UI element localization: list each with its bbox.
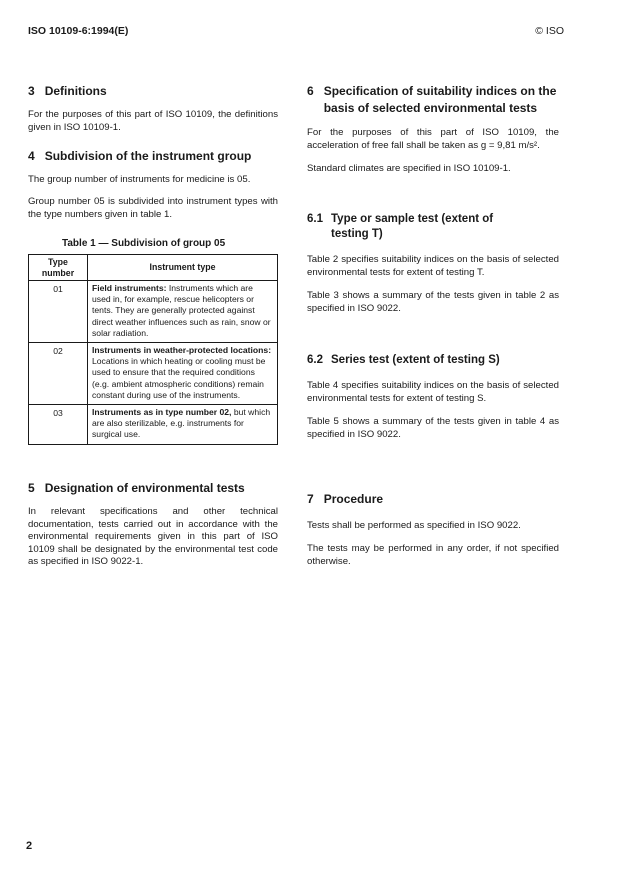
standard-number: ISO 10109-6:1994(E) [28,25,129,37]
section-4-text-2: Group number 05 is subdivided into instrument types with the type numbers given in table 1. [28,196,278,220]
section-6-2-text-1: Table 4 specifies suitability indices on the basis of selected environmental tests for extent of testing S. [307,380,559,404]
section-5-heading: 5 Designation of environmental tests [28,481,245,495]
section-6-1-heading: 6.1 Type or sample test (extent of testing T) [307,213,494,240]
section-4-text-1: The group number of instruments for medicine is 05. [28,174,251,185]
type-number-cell: 02 [29,343,88,405]
section-6-text-2: Standard climates are specified in ISO 10109-1. [307,163,511,174]
section-7-text-1: Tests shall be performed as specified in ISO 9022. [307,520,521,531]
type-number-cell: 01 [29,281,88,343]
section-7-heading: 7 Procedure [307,492,384,506]
section-6-heading: 6 Specification of suitability indices on the basis of selected environmental tests [307,84,557,115]
section-7-text-2: The tests may be performed in any order, if not specified otherwise. [307,543,559,567]
section-4-heading: 4 Subdivision of the instrument group [28,149,252,163]
section-6-2-text-2: Table 5 shows a summary of the tests given in table 4 as specified in ISO 9022. [307,416,559,440]
subdivision-table [28,254,278,445]
table-row [29,405,278,445]
section-3-heading: 3 Definitions [28,84,107,98]
section-6-1-text-1: Table 2 specifies suitability indices on the basis of selected environmental tests for extent of testing T. [307,254,559,278]
table-caption: Table 1 — Subdivision of group 05 [62,238,226,249]
table-row [29,343,278,405]
section-6-2-heading: 6.2 Series test (extent of testing S) [307,354,500,366]
page-number: 2 [26,840,33,852]
type-number-cell: 03 [29,405,88,445]
table-row [29,281,278,343]
instrument-type-cell: Instruments as in type number 02, but which are also sterilizable, e.g. instruments for surgical use. [88,405,278,445]
column-header-type-number: Type number [29,255,88,281]
section-6-text-1: For the purposes of this part of ISO 10109, the acceleration of free fall shall be taken as g = 9,81 m/s². [307,127,559,151]
instrument-type-cell: Field instruments: Instruments which are used in, for example, rescue helicopters or tents. They are generally protected against direct weather influences such as rain, snow or solar radiation. [88,281,278,343]
section-3-text: For the purposes of this part of ISO 10109, the definitions given in ISO 10109-1. [28,109,278,133]
column-header-instrument-type: Instrument type [88,255,278,281]
section-6-1-text-2: Table 3 shows a summary of the tests given in table 2 as specified in ISO 9022. [307,290,559,314]
section-5-text: In relevant specifications and other technical documentation, tests carried out in accordance with the environmental requirements given in this part of ISO 10109 shall be designated by the environmental test code as specified in ISO 9022-1. [28,506,278,568]
copyright: © ISO [535,25,564,37]
instrument-type-cell: Instruments in weather-protected locations: Locations in which heating or cooling must be used to ensure that the required conditions (e.g. ambient atmospheric conditions) remain constant during use of the instruments. [88,343,278,405]
